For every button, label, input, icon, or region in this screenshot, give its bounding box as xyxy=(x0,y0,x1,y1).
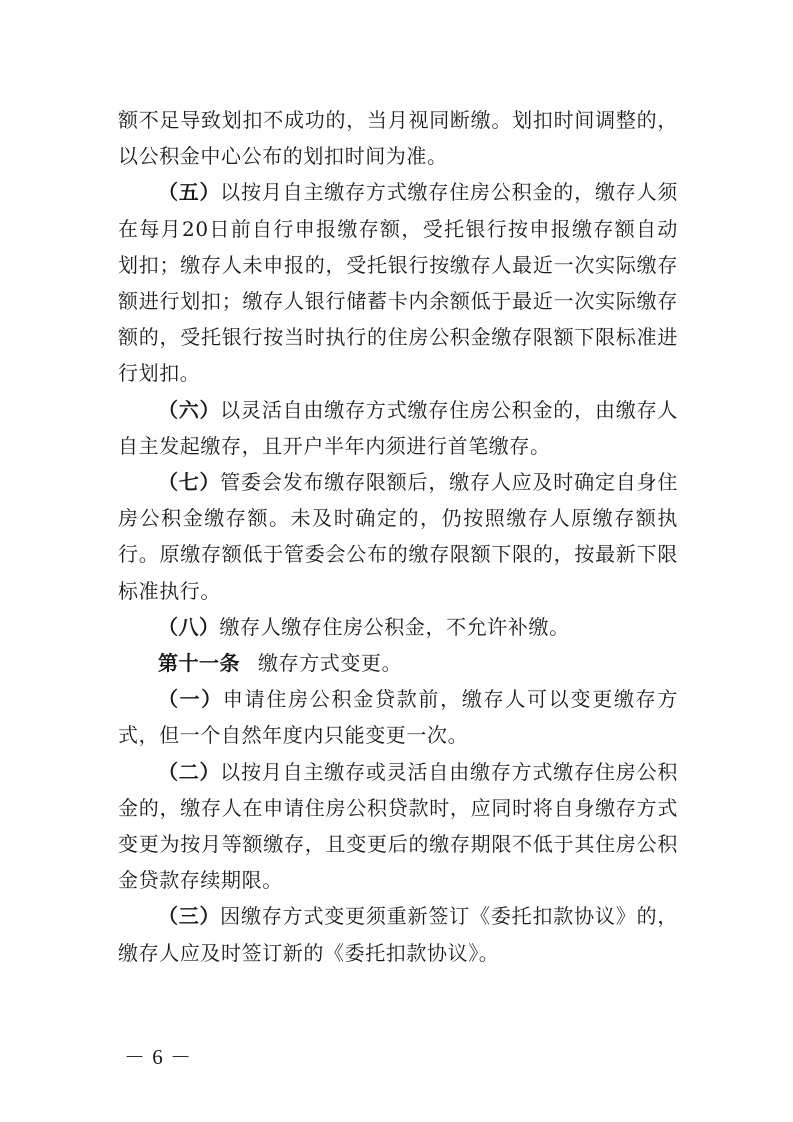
paragraph-item-5 xyxy=(118,174,678,391)
paragraph-text: 管委会发布缴存限额后，缴存人应及时确定自身住房公积金缴存额。未及时确定的，仍按照缴存人原缴存额执行。原缴存额低于管委会公布的缴存限额下限的，按最新下限标准执行。 xyxy=(118,470,679,603)
article-label: 第十一条 xyxy=(158,651,240,676)
article-title: 缴存方式变更。 xyxy=(258,651,403,676)
item-label: （七） xyxy=(158,470,221,495)
paragraph-text: 申请住房公积金贷款前，缴存人可以变更缴存方式，但一个自然年度内只能变更一次。 xyxy=(118,687,679,748)
item-label: （五） xyxy=(158,180,221,205)
item-label: （三） xyxy=(158,904,221,929)
paragraph-text: 因缴存方式变更须重新签订《委托扣款协议》的，缴存人应及时签订新的《委托扣款协议》。 xyxy=(118,904,679,965)
page-number: － 6 － xyxy=(124,1045,192,1069)
paragraph-text: 缴存人缴存住房公积金，不允许补缴。 xyxy=(219,614,570,639)
item-label: （八） xyxy=(158,614,220,639)
item-label: （一） xyxy=(158,687,223,712)
paragraph-text: 以灵活自由缴存方式缴存住房公积金的，由缴存人自主发起缴存，且开户半年内须进行首笔缴存。 xyxy=(118,397,679,458)
paragraph-item-8 xyxy=(118,609,678,645)
paragraph-item-2 xyxy=(118,754,678,899)
paragraph-item-1 xyxy=(118,681,678,753)
document-body xyxy=(118,102,678,971)
paragraph-item-3 xyxy=(118,898,678,970)
paragraph-text: 以按月自主缴存方式缴存住房公积金的，缴存人须在每月20日前自行申报缴存额，受托银行按申报缴存额自动划扣；缴存人未申报的，受托银行按缴存人最近一次实际缴存额进行划扣；缴存人银行储蓄卡内余额低于最近一次实际缴存额的，受托银行按当时执行的住房公积金缴存限额下限标准进行划扣。 xyxy=(118,180,679,386)
paragraph-item-6 xyxy=(118,392,678,464)
paragraph-text: 额不足导致划扣不成功的，当月视同断缴。划扣时间调整的，以公积金中心公布的划扣时间为准。 xyxy=(118,108,678,169)
article-11-heading xyxy=(118,645,678,681)
paragraph-continuation xyxy=(118,102,678,174)
item-label: （六） xyxy=(158,397,221,422)
paragraph-text: 以按月自主缴存或灵活自由缴存方式缴存住房公积金的，缴存人在申请住房公积贷款时，应同时将自身缴存方式变更为按月等额缴存，且变更后的缴存期限不低于其住房公积金贷款存续期限。 xyxy=(118,759,679,893)
paragraph-item-7 xyxy=(118,464,678,609)
item-label: （二） xyxy=(158,759,221,784)
